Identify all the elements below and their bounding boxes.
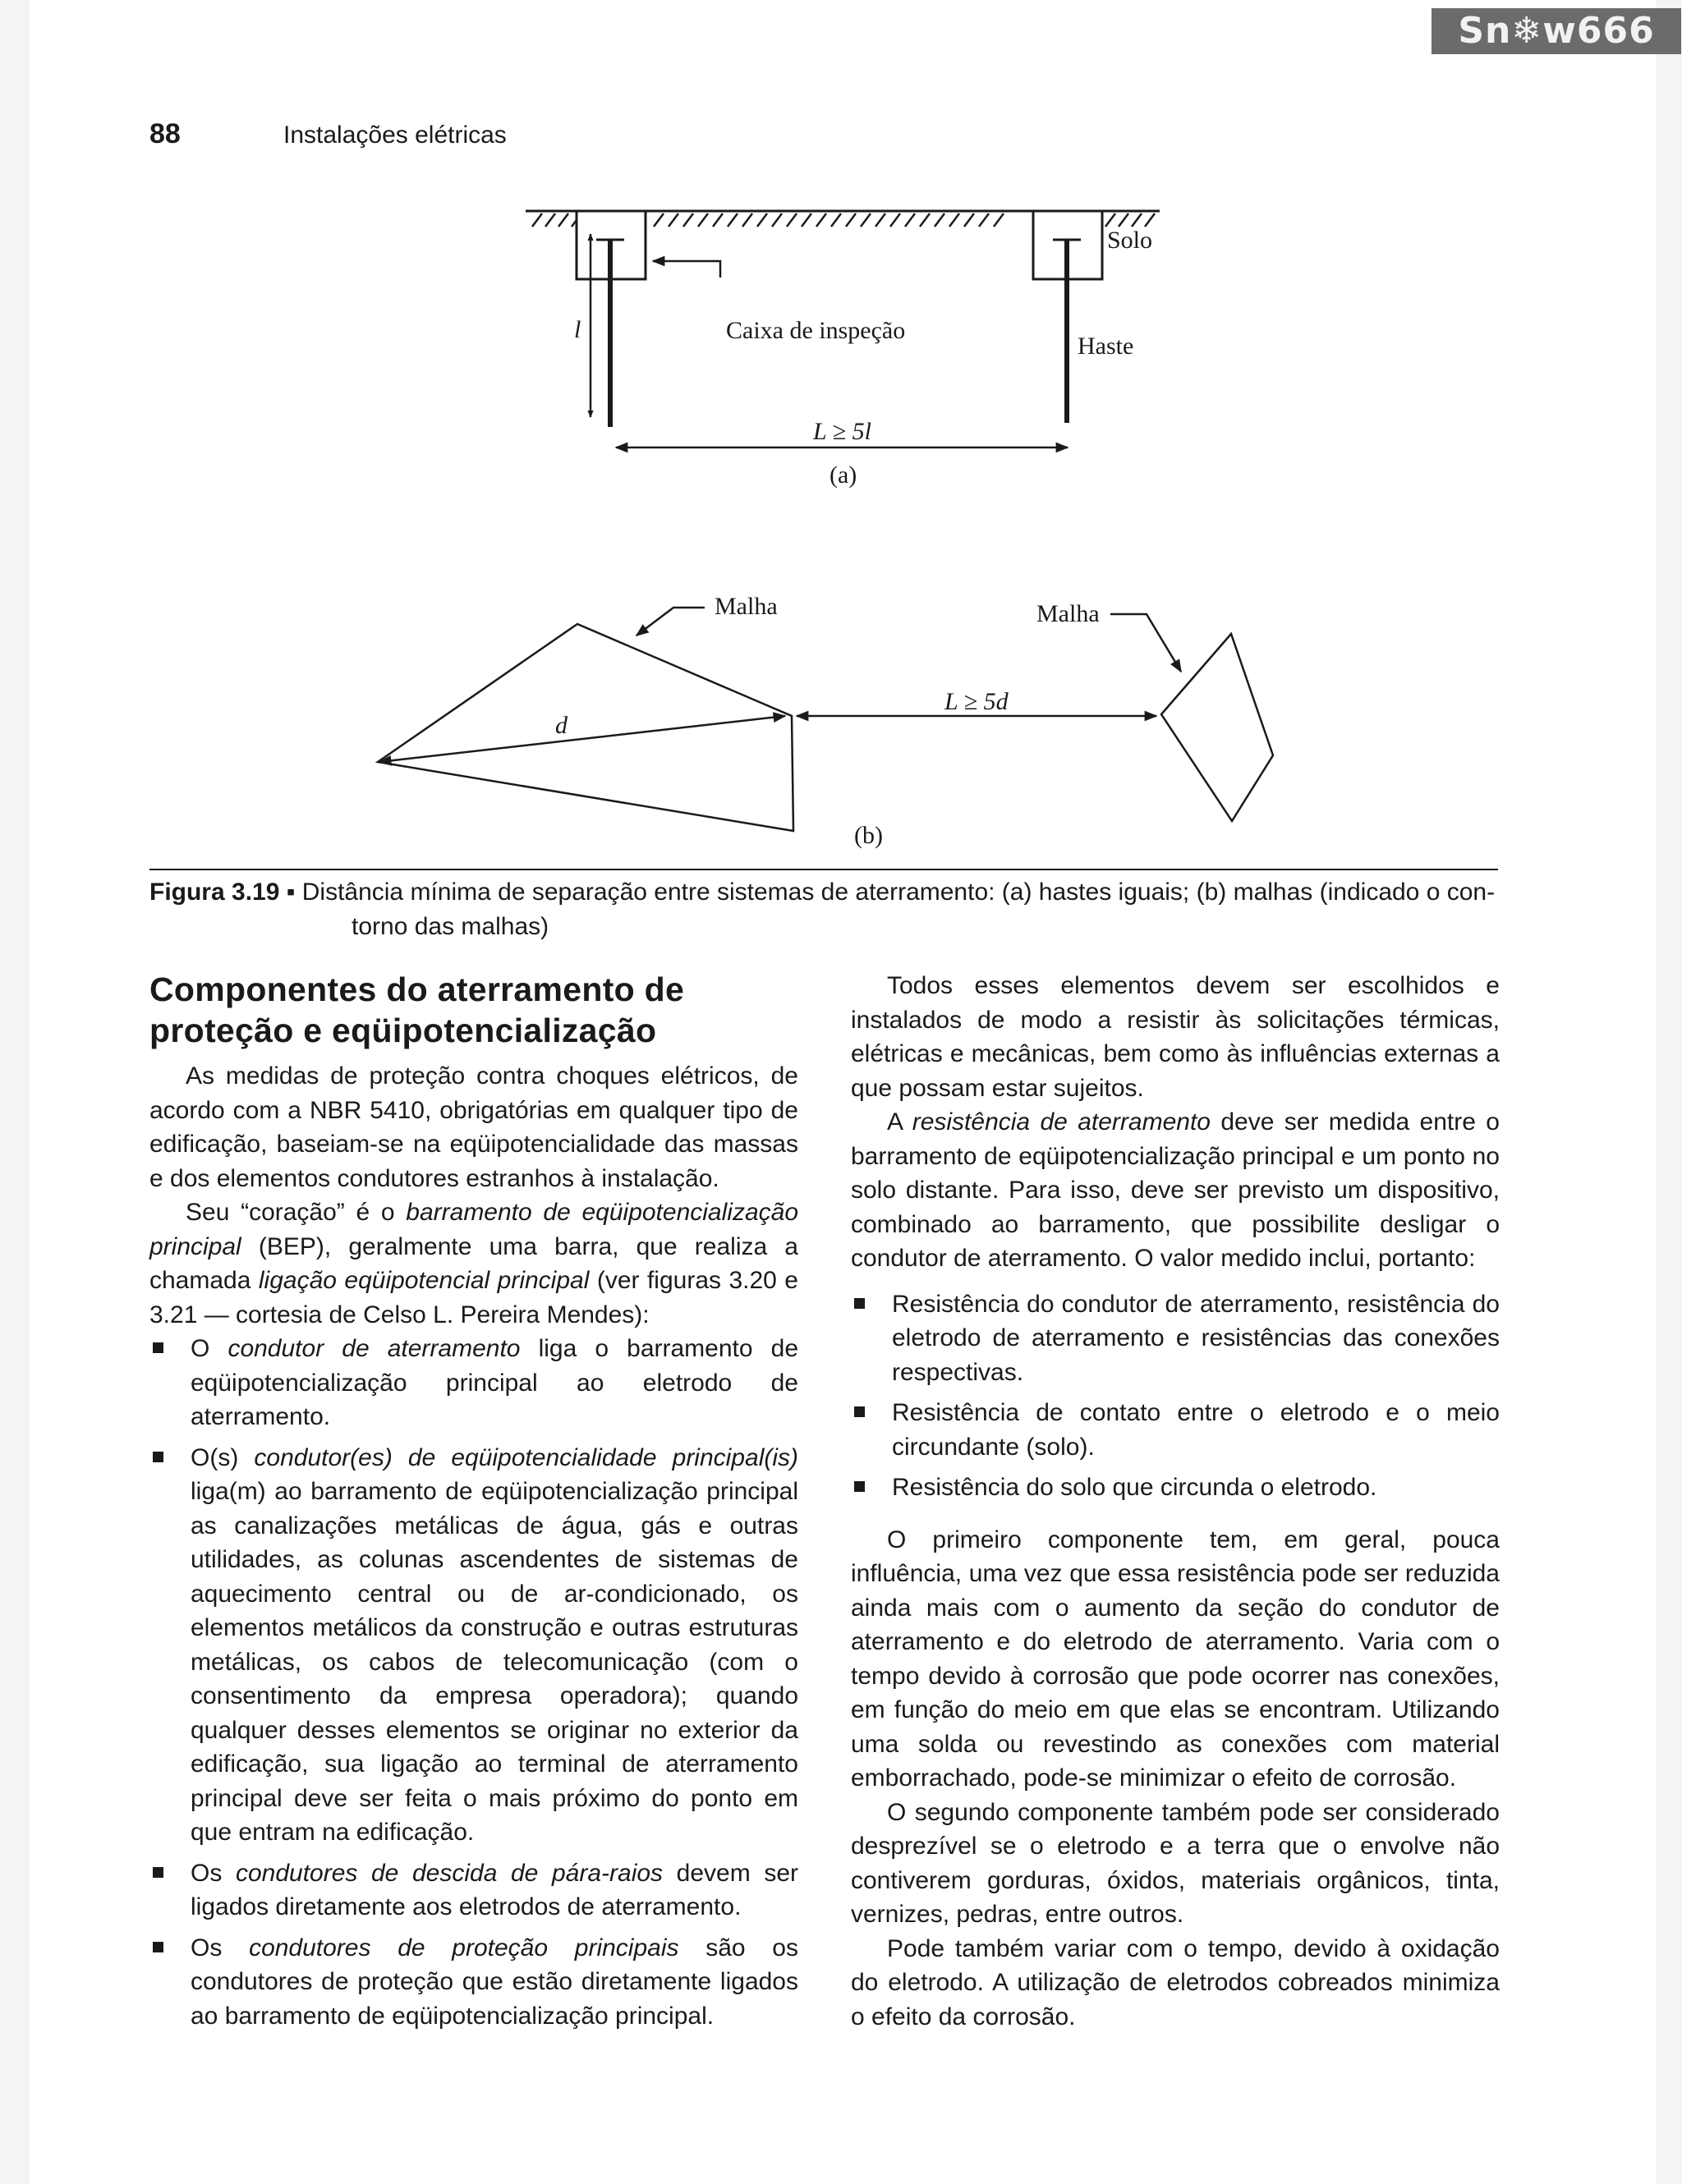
- mesh-left: [378, 624, 793, 831]
- watermark-logo: Sn❄w666: [1432, 8, 1681, 54]
- malha-pointer-right: [1110, 614, 1181, 672]
- label-solo: Solo: [1107, 227, 1153, 254]
- paragraph: A resistência de aterramento deve ser medida entre o barramento de eqüipotencialização principal e um ponto no solo distante. Para isso, deve ser previsto um dispositivo, combinado ao barramento, que possibilite desligar o condutor de aterramento. O valor medido inclui, portanto:: [851, 1108, 1500, 1272]
- list-item: Resistência do condutor de aterramento, resistência do eletrodo de aterramento e resistências das conexões respectivas.: [851, 1287, 1500, 1390]
- running-title: Instalações elétricas: [283, 122, 507, 149]
- square-bullet-icon: [153, 1942, 163, 1952]
- square-bullet-icon: [153, 1452, 163, 1462]
- square-bullet-icon: [854, 1481, 865, 1492]
- square-bullet-icon: [854, 1298, 865, 1309]
- caption-text-line2: torno das malhas): [352, 913, 549, 940]
- square-bullet-icon: [854, 1406, 865, 1417]
- bullet-list: [851, 1287, 1500, 1505]
- list-item: O(s) condutor(es) de eqüipotencialidade principal(is) liga(m) ao barramento de eqüipotencialização principal as canalizações metálicas de água, gás e outras utilidades, as colunas ascendentes de sistemas de aquecimento central ou de ar-condicionado, os elementos metálicos da construção e outras estruturas metálicas, os cabos de telecomunicação (com o consentimento da empresa operadora); quando qualquer desses elementos se originar no exterior da edificação, sua ligação ao terminal de aterramento principal deve ser feita o mais próximo do ponto em que entram na edificação.: [149, 1441, 798, 1850]
- paragraph: Seu “coração” é o barramento de eqüipotencialização principal (BEP), geralmente uma barra, que realiza a chamada ligação eqüipotencial principal (ver figuras 3.20 e 3.21 — cortesia de Celso L. Pereira Mendes):: [149, 1199, 798, 1328]
- section-heading: Componentes do aterramento de proteção e eqüipotencialização: [149, 970, 685, 1049]
- malha-pointer-left: [636, 608, 705, 635]
- mesh-right: [1161, 634, 1273, 821]
- paragraph: Pode também variar com o tempo, devido à oxidação do eletrodo. A utilização de eletrodos cobreados minimiza o efeito da corrosão.: [851, 1934, 1500, 2030]
- caption-text-line1: Distância mínima de separação entre sistemas de aterramento: (a) hastes iguais; (b) malhas (indicado o con-: [301, 879, 1496, 906]
- list-item: O condutor de aterramento liga o barramento de eqüipotencialização principal ao eletrodo de aterramento.: [149, 1332, 798, 1434]
- caption-square-bullet: ▪: [286, 879, 302, 906]
- panel-label-b: (b): [854, 822, 883, 849]
- list-item: Resistência do solo que circunda o eletrodo.: [851, 1471, 1500, 1505]
- diagram-b: [378, 593, 1273, 849]
- bullet-list: [149, 1332, 798, 2033]
- label-malha-right: Malha: [1036, 600, 1100, 627]
- figure-3-19: [0, 0, 1682, 870]
- page-number: 88: [149, 118, 181, 149]
- figure-number: Figura 3.19: [149, 879, 280, 906]
- list-item: Os condutores de descida de pára-raios devem ser ligados diretamente aos eletrodos de aterramento.: [149, 1856, 798, 1925]
- label-d: d: [555, 712, 568, 739]
- label-distance-b: L ≥ 5d: [944, 688, 1009, 715]
- caixa-pointer-arrow: [653, 261, 720, 278]
- label-caixa-inspecao: Caixa de inspeção: [726, 317, 906, 344]
- diagram-a: [526, 211, 1160, 489]
- label-rod-length: l: [574, 316, 581, 343]
- label-malha-left: Malha: [715, 593, 778, 620]
- right-column: [851, 969, 1500, 2034]
- figure-rule: [149, 869, 1498, 870]
- list-item: Os condutores de proteção principais são os condutores de proteção que estão diretamente ligados ao barramento de eqüipotencialização principal.: [149, 1931, 798, 2034]
- square-bullet-icon: [153, 1867, 163, 1878]
- square-bullet-icon: [153, 1342, 163, 1353]
- paragraph: O segundo componente também pode ser considerado desprezível se o eletrodo e a terra que o envolve não contiverem gorduras, óxidos, materiais orgânicos, tinta, vernizes, pedras, entre outros.: [851, 1798, 1500, 1928]
- paragraph: As medidas de proteção contra choques elétricos, de acordo com a NBR 5410, obrigatórias em qualquer tipo de edificação, baseiam-se na eqüipotencialidade das massas e dos elementos condutores estranhos à instalação.: [149, 1062, 798, 1192]
- left-column: [149, 969, 798, 2039]
- figure-caption: [149, 875, 1496, 944]
- mesh-left-diagonal: [379, 716, 785, 762]
- paragraph: Todos esses elementos devem ser escolhidos e instalados de modo a resistir às solicitações térmicas, elétricas e mecânicas, bem como às influências externas a que possam estar sujeitos.: [851, 972, 1500, 1102]
- list-item: Resistência de contato entre o eletrodo e o meio circundante (solo).: [851, 1396, 1500, 1464]
- panel-label-a: (a): [830, 461, 857, 489]
- label-distance-a: L ≥ 5l: [813, 418, 871, 445]
- paragraph: O primeiro componente tem, em geral, pouca influência, uma vez que essa resistência pode ser reduzida ainda mais com o aumento da seção do condutor de aterramento e do eletrodo de aterramento. Varia com o tempo devido à corrosão que pode ocorrer nas conexões, em função do meio em que elas se encontram. Utilizando uma solda ou revestindo as conexões com material emborrachado, pode-se minimizar o efeito de corrosão.: [851, 1526, 1500, 1792]
- label-haste: Haste: [1078, 333, 1134, 360]
